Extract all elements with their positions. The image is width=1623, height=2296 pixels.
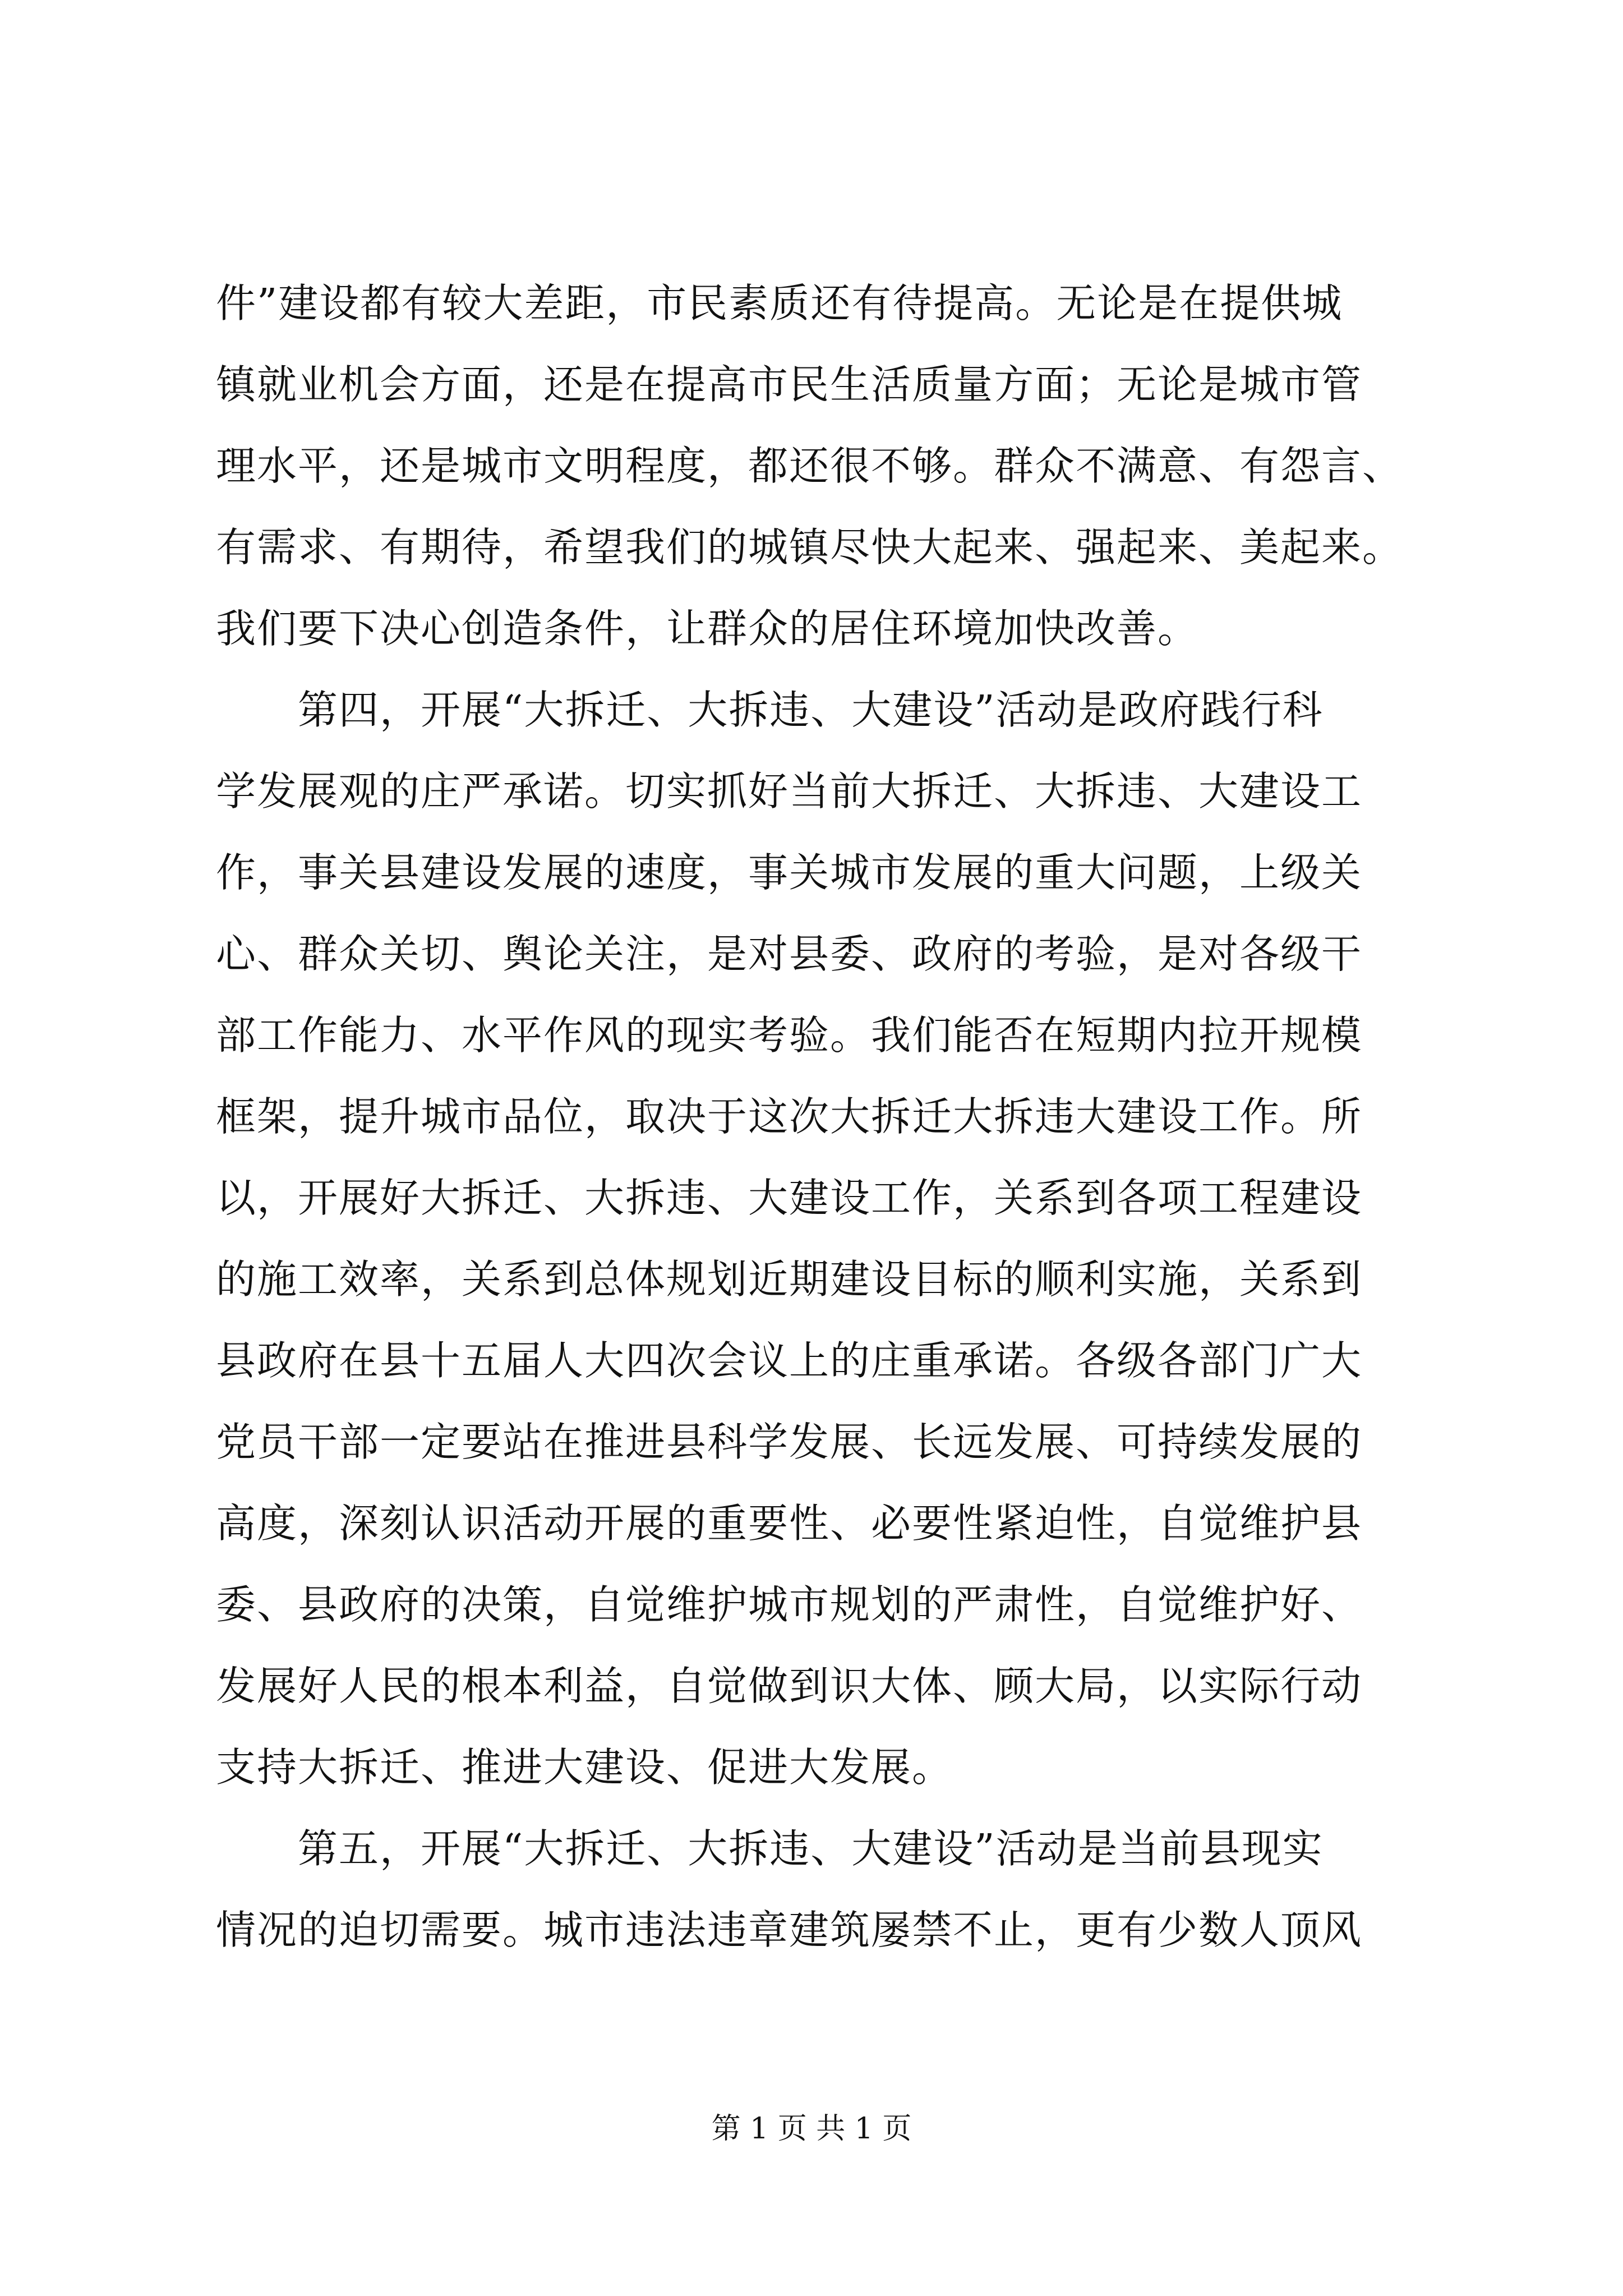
text-line: 镇就业机会方面，还是在提高市民生活质量方面；无论是城市管 [216,361,1363,408]
text-line: 支持大拆迁、推进大建设、促进大发展。 [216,1744,953,1791]
text-line: 以，开展好大拆迁、大拆违、大建设工作，关系到各项工程建设 [216,1175,1363,1221]
text-line: 县政府在县十五届人大四次会议上的庄重承诺。各级各部门广大 [216,1337,1363,1384]
text-line: 情况的迫切需要。城市违法违章建筑屡禁不止，更有少数人顶风 [216,1907,1363,1953]
text-line: 件”建设都有较大差距，市民素质还有待提高。无论是在提供城 [216,280,1343,326]
text-line: 心、群众关切、舆论关注，是对县委、政府的考验，是对各级干 [216,931,1363,977]
text-line: 部工作能力、水平作风的现实考验。我们能否在短期内拉开规模 [216,1012,1363,1059]
text-line: 框架，提升城市品位，取决于这次大拆迁大拆违大建设工作。所 [216,1093,1363,1140]
paragraph-start-line: 第四，开展“大拆迁、大拆违、大建设”活动是政府践行科 [216,687,1324,733]
text-line: 党员干部一定要站在推进县科学发展、长远发展、可持续发展的 [216,1419,1363,1465]
text-line: 我们要下决心创造条件，让群众的居住环境加快改善。 [216,605,1199,652]
page-number-label: 第 1 页 共 1 页 [711,2112,912,2146]
text-line: 高度，深刻认识活动开展的重要性、必要性紧迫性，自觉维护县 [216,1500,1363,1547]
text-line: 的施工效率，关系到总体规划近期建设目标的顺利实施，关系到 [216,1256,1363,1303]
text-line: 发展好人民的根本利益，自觉做到识大体、顾大局，以实际行动 [216,1663,1363,1709]
body-text [216,263,1422,1971]
text-line: 学发展观的庄严承诺。切实抓好当前大拆迁、大拆违、大建设工 [216,768,1363,815]
text-line: 理水平，还是城市文明程度，都还很不够。群众不满意、有怨言、 [216,443,1404,489]
page-footer [0,2106,1623,2151]
paragraph-start-line: 第五，开展“大拆迁、大拆违、大建设”活动是当前县现实 [216,1825,1324,1872]
text-line: 委、县政府的决策，自觉维护城市规划的严肃性，自觉维护好、 [216,1581,1363,1628]
text-line: 有需求、有期待，希望我们的城镇尽快大起来、强起来、美起来。 [216,524,1404,570]
text-line: 作，事关县建设发展的速度，事关城市发展的重大问题，上级关 [216,849,1363,896]
